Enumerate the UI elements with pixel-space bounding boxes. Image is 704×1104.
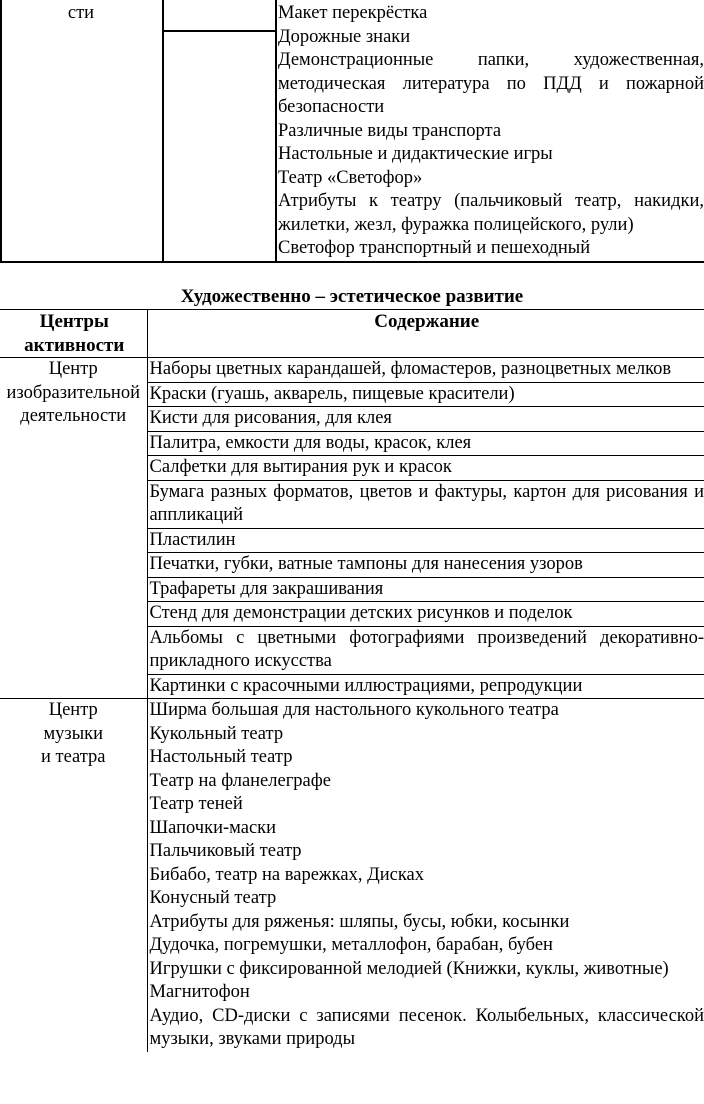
table-cell: Стенд для демонстрации детских рисунков и поделок [147,602,704,627]
center-name-line: музыки [43,723,104,744]
header-centers [0,310,147,358]
centers-table [0,309,704,1052]
list-item: Аудио, CD-диски с записями песенок. Колыбельных, классической музыки, звуками природы [149,1005,704,1049]
list-item: Театр теней [149,794,243,814]
top-table-content-list [278,2,704,261]
table-cell: Салфетки для вытирания рук и красок [147,456,704,481]
table-cell: Краски (гуашь, акварель, пищевые красители) [147,382,704,407]
header-content: Содержание [147,310,704,358]
table-row [0,699,704,1052]
list-item: Ширма большая для настольного кукольного театра [149,700,559,720]
music-center-content [147,699,704,1052]
table-cell: Палитра, емкости для воды, красок, клея [147,431,704,456]
list-item: Бибабо, театр на варежках, Дисках [149,864,425,885]
table-cell: Бумага разных форматов, цветов и фактуры, картон для рисования и аппликаций [147,480,704,528]
list-item: Атрибуты к театру (пальчиковый театр, накидки, жилетки, жезл, фуражка полицейского, рули) [278,191,704,235]
list-item: Различные виды транспорта [278,120,502,141]
table-cell: Картинки с красочными иллюстрациями, репродукции [147,674,704,699]
list-item: Театр на фланелеграфе [149,770,331,791]
top-table-left-cell: сти [67,3,95,23]
art-center-name [0,358,147,699]
list-item: Демонстрационные папки, художественная, методическая литература по ПДД и пожарной безопасности [278,50,704,117]
list-item: Конусный театр [149,888,277,908]
center-name-line: деятельности [20,406,127,426]
list-item: Игрушки с фиксированной мелодией (Книжки, куклы, животные) [149,958,669,979]
table-header-row [0,310,704,358]
center-name-line: изобразительной [6,382,140,403]
center-name-line: Центр [48,700,98,720]
list-item: Дудочка, погремушки, металлофон, барабан, бубен [149,935,553,955]
list-item: Настольные и дидактические игры [278,144,553,164]
table-row [0,358,704,383]
list-item: Пальчиковый театр [149,841,302,861]
center-name-line: Центр [48,359,98,379]
list-item: Магнитофон [149,982,250,1002]
list-item: Светофор транспортный и пешеходный [278,238,591,258]
table-cell: Печатки, губки, ватные тампоны для нанесения узоров [147,553,704,578]
header-centers-label: Центры активности [24,311,125,356]
list-item: Театр «Светофор» [278,167,423,188]
table-cell: Наборы цветных карандашей, фломастеров, разноцветных мелков [147,358,704,383]
music-center-name [0,699,147,1052]
table-cell: Трафареты для закрашивания [147,577,704,602]
section-title: Художественно – эстетическое развитие [180,286,524,307]
table-cell: Пластилин [147,528,704,553]
table-cell: Кисти для рисования, для клея [147,407,704,432]
list-item: Настольный театр [149,747,293,767]
top-table [0,0,704,262]
list-item: Атрибуты для ряженья: шляпы, бусы, юбки, косынки [149,911,570,932]
list-item: Шапочки-маски [149,817,277,838]
list-item: Дорожные знаки [278,26,411,47]
center-name-line: и театра [40,747,106,767]
list-item: Кукольный театр [149,723,284,744]
list-item: Макет перекрёстка [278,3,428,23]
table-cell: Альбомы с цветными фотографиями произведений декоративно-прикладного искусства [147,626,704,674]
